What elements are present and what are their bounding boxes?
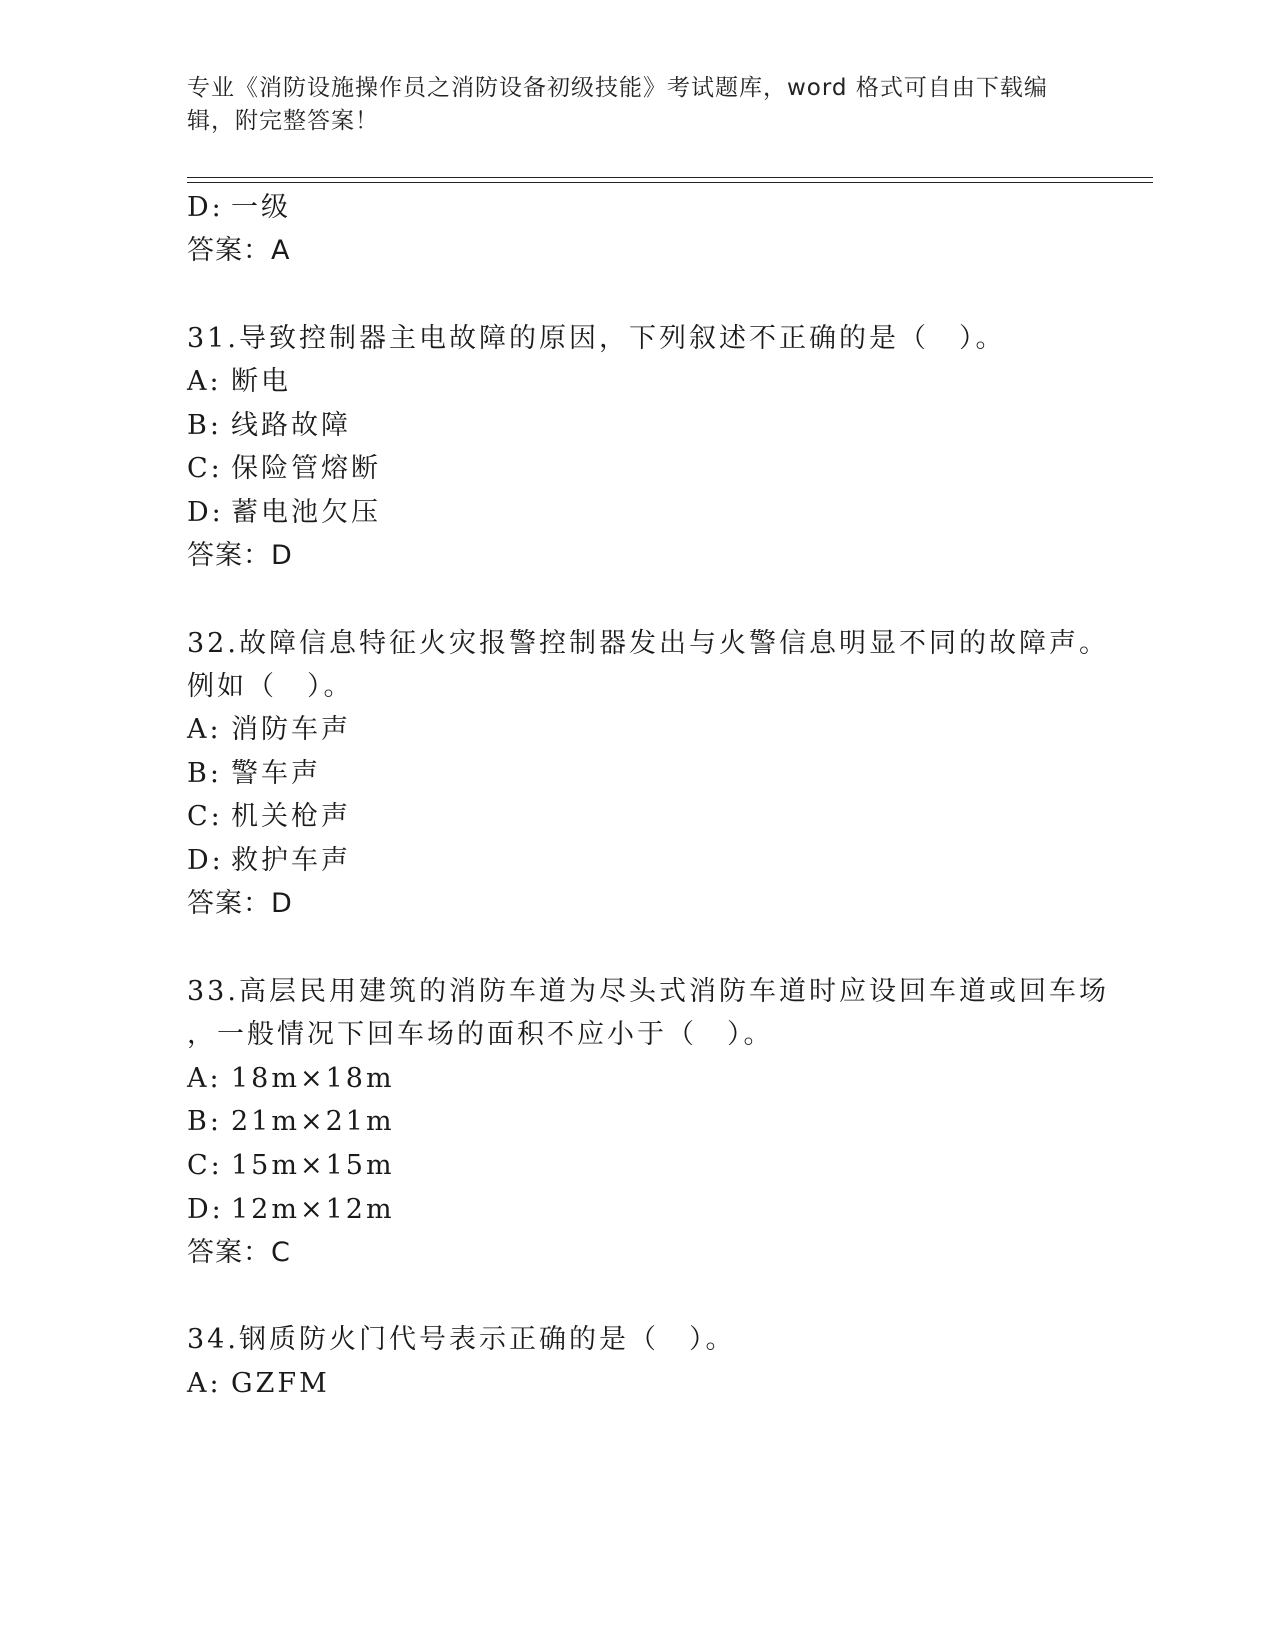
- option-text: 12m×12m: [231, 1194, 395, 1225]
- option-text: 18m×18m: [231, 1063, 395, 1094]
- option-text: 断电: [231, 366, 291, 397]
- prev-answer: 答案：A: [187, 235, 291, 266]
- header-divider-top: [187, 177, 1153, 178]
- option-key: C:: [187, 801, 223, 832]
- option-key: A:: [187, 1368, 222, 1399]
- q33-option-a: [187, 1061, 395, 1097]
- option-key: C:: [187, 453, 223, 484]
- q32-stem-line-2: 例如（ ）。: [187, 671, 354, 702]
- option-key: A:: [187, 366, 222, 397]
- q32-option-b: [187, 756, 321, 792]
- q32-stem-line-1: 32.故障信息特征火灾报警控制器发出与火警信息明显不同的故障声。: [187, 628, 1109, 659]
- option-key: D:: [187, 1194, 224, 1225]
- q31-answer: 答案：D: [187, 540, 293, 571]
- option-text: GZFM: [231, 1368, 330, 1399]
- q34-stem: 34.钢质防火门代号表示正确的是（ ）。: [187, 1324, 736, 1355]
- q32-option-c: [187, 799, 351, 835]
- option-text: 机关枪声: [231, 801, 351, 832]
- q33-option-c: [187, 1148, 395, 1184]
- header-line-2: 辑，附完整答案！: [187, 108, 379, 134]
- option-text: 保险管熔断: [231, 453, 381, 484]
- header-line-1: 专业《消防设施操作员之消防设备初级技能》考试题库，word 格式可自由下载编: [187, 75, 1048, 101]
- option-key: D:: [187, 845, 224, 876]
- option-text: 消防车声: [231, 714, 351, 745]
- document-header: [187, 72, 1067, 138]
- q34-option-a: [187, 1366, 330, 1402]
- q32-option-a: [187, 712, 351, 748]
- option-key: A:: [187, 714, 222, 745]
- option-text: 21m×21m: [231, 1106, 395, 1137]
- q33-option-b: [187, 1104, 395, 1140]
- header-divider-bottom: [187, 182, 1153, 183]
- option-key: D:: [187, 192, 224, 223]
- q33-stem-line-2: ，一般情况下回车场的面积不应小于（ ）。: [187, 1019, 774, 1050]
- option-text: 蓄电池欠压: [231, 497, 381, 528]
- q33-stem-line-1: 33.高层民用建筑的消防车道为尽头式消防车道时应设回车道或回车场: [187, 976, 1109, 1007]
- option-key: D:: [187, 497, 224, 528]
- q32-answer: 答案：D: [187, 888, 293, 919]
- option-key: C:: [187, 1150, 223, 1181]
- option-key: B:: [187, 410, 222, 441]
- option-text: 一级: [231, 192, 291, 223]
- option-text: 15m×15m: [231, 1150, 395, 1181]
- q31-option-d: [187, 495, 381, 531]
- option-text: 救护车声: [231, 845, 351, 876]
- option-text: 线路故障: [231, 410, 351, 441]
- q31-option-c: [187, 451, 381, 487]
- option-key: A:: [187, 1063, 222, 1094]
- option-key: B:: [187, 1106, 222, 1137]
- q33-answer: 答案：C: [187, 1237, 291, 1268]
- q33-option-d: [187, 1192, 395, 1228]
- option-text: 警车声: [231, 758, 321, 789]
- q31-option-a: [187, 364, 291, 400]
- prev-option-d: [187, 190, 291, 226]
- q31-option-b: [187, 408, 351, 444]
- option-key: B:: [187, 758, 222, 789]
- q32-option-d: [187, 843, 351, 879]
- q31-stem: 31.导致控制器主电故障的原因，下列叙述不正确的是（ ）。: [187, 323, 1006, 354]
